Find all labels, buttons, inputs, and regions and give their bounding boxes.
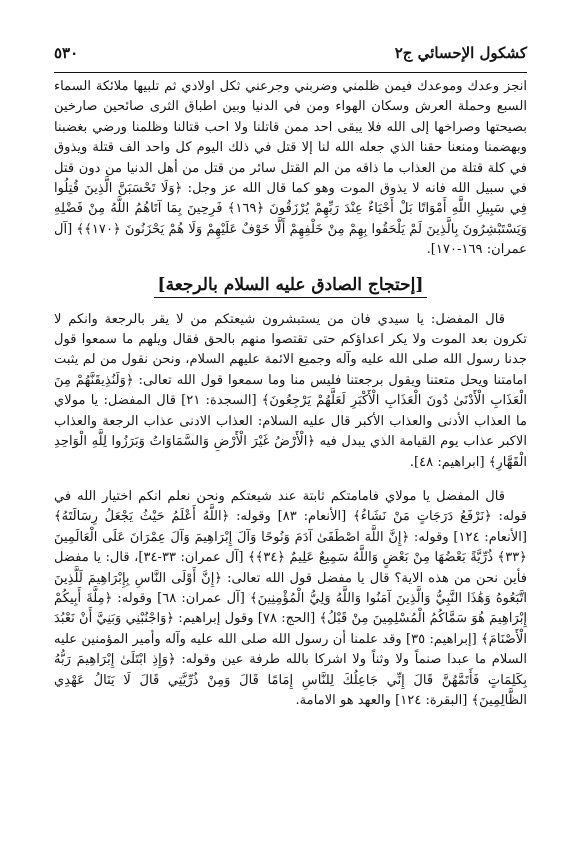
page-header xyxy=(54,40,527,66)
section-heading-text: [إحتجاج الصادق عليه السلام بالرجعة] xyxy=(154,275,428,298)
body-paragraph-2: قال المفضل: يا سيدي فان من يستبشرون شيعتكم من لا يقر بالرجعة وانكم لا تكرون بعد الموت ولا يكر اعداؤكم حتى تقتصوا منهم بالحق فقال ويلهم ما سمعوا قول جدنا رسول الله صلى الله عليه وآله وجميع الائمة عليهم السلام، ونحن نقول من لم يثبت امامتنا ويحل متعتنا ويقول برجعتنا فليس منا وما سمعوا قول الله تعالى: ﴿وَلَنُذِيقَنَّهُمْ مِنَ الْعَذَابِ الْأَدْنَىٰ دُونَ الْعَذَابِ الْأَكْبَرِ لَعَلَّهُمْ يَرْجِعُونَ﴾ [السجدة: ٢١] قال المفضل: يا مولاي ما العذاب الأدنى والعذاب الأكبر قال عليه السلام: العذاب الادنى عذاب الرجعة والعذاب الاكبر عذاب يوم القيامة الذي يبدل فيه ﴿الْأَرْضُ غَيْرَ الْأَرْضِ وَالسَّمَاوَاتُ وَبَرَزُوا لِلَّهِ الْوَاحِدِ الْقَهَّارِ﴾ [ابراهيم: ٤٨]. xyxy=(54,311,528,470)
page-number: ٥٣٠ xyxy=(54,44,79,62)
body-paragraph-1: انجز وعدك وموعدك فيمن ظلمني وضربني وجرعني ثكل اولادي ثم تلبيها ملائكة السماء السبع وحملة العرش وسكان الهواء ومن في الدنيا وبين اطباق الثرى صائحين صارخين بصيحتها وصراخها إلى الله فلا يبقى احد ممن قاتلنا ولا احب قتالنا وظلمنا ورضي بغضبنا وبهضمنا ومنعنا حقنا الذي جعله الله لنا إلا قتل في ذلك اليوم كل واحد الف قتلة ويذوق في كلة قتلة من العذاب ما ذاقه من الم القتل سائر من قتل من أهل الدنيا من دون قتل في سبيل الله فانه لا يذوق الموت وهو كما قال الله عز وجل: ﴿وَلَا تَحْسَبَنَّ الَّذِينَ قُتِلُوا فِي سَبِيلِ اللَّهِ أَمْوَاتًا بَلْ أَحْيَاءٌ عِنْدَ رَبِّهِمْ يُرْزَقُونَ ﴿١٦٩﴾ فَرِحِينَ بِمَا آتَاهُمُ اللَّهُ مِنْ فَضْلِهِ وَيَسْتَبْشِرُونَ بِالَّذِينَ لَمْ يَلْحَقُوا بِهِمْ مِنْ خَلْفِهِمْ أَلَّا خَوْفٌ عَلَيْهِمْ وَلَا هُمْ يَحْزَنُونَ ﴿١٧٠﴾﴾ [آل عمران: ١٦٩-١٧٠]. xyxy=(54,79,528,258)
body-paragraph-3: قال المفضل يا مولاي فامامتكم ثابتة عند شيعتكم ونحن نعلم انكم اختيار الله في قوله: ﴿نَرْفَعُ دَرَجَاتٍ مَنْ نَشَاءُ﴾ [الأنعام: ٨٣] وقوله: ﴿اللَّهُ أَعْلَمُ حَيْثُ يَجْعَلُ رِسَالَتَهُ﴾ [الأنعام: ١٢٤] وقوله: ﴿إِنَّ اللَّهَ اصْطَفَىٰ آدَمَ وَنُوحًا وَآلَ إِبْرَاهِيمَ وَآلَ عِمْرَانَ عَلَى الْعَالَمِينَ ﴿٣٣﴾ ذُرِّيَّةً بَعْضُهَا مِنْ بَعْضٍ وَاللَّهُ سَمِيعٌ عَلِيمٌ ﴿٣٤﴾﴾ [آل عمران: ٣٣-٣٤]، قال: يا مفضل فأين نحن من هذه الاية؟ قال يا مفضل قول الله تعالى: ﴿إِنَّ أَوْلَى النَّاسِ بِإِبْرَاهِيمَ لَلَّذِينَ اتَّبَعُوهُ وَهَٰذَا النَّبِيُّ وَالَّذِينَ آمَنُوا وَاللَّهُ وَلِيُّ الْمُؤْمِنِينَ﴾ [آل عمران: ٦٨] وقوله: ﴿مِلَّةَ أَبِيكُمْ إِبْرَاهِيمَ هُوَ سَمَّاكُمُ الْمُسْلِمِينَ مِنْ قَبْلُ﴾ [الحج: ٧٨] وقول إبراهيم: ﴿وَاجْنُبْنِي وَبَنِيَّ أَنْ نَعْبُدَ الْأَصْنَامَ﴾ [إبراهيم: ٣٥] وقد علمنا أن رسول الله صلى الله عليه وآله وأمير المؤمنين عليه السلام ما عبدا صنماً ولا وثناً ولا اشركا بالله طرفة عين وقوله: ﴿وَإِذِ ابْتَلَىٰ إِبْرَاهِيمَ رَبُّهُ بِكَلِمَاتٍ فَأَتَمَّهُنَّ قَالَ إِنِّي جَاعِلُكَ لِلنَّاسِ إِمَامًا قَالَ وَمِنْ ذُرِّيَّتِي قَالَ لَا يَنَالُ عَهْدِي الظَّالِمِينَ﴾ [البقرة: ١٢٤] والعهد هو الامامة. xyxy=(54,488,528,708)
paragraph-gap xyxy=(54,473,527,487)
book-title: كشكول الإحسائي ج٢ xyxy=(394,44,527,62)
header-rule xyxy=(54,72,527,73)
section-heading xyxy=(54,275,527,298)
